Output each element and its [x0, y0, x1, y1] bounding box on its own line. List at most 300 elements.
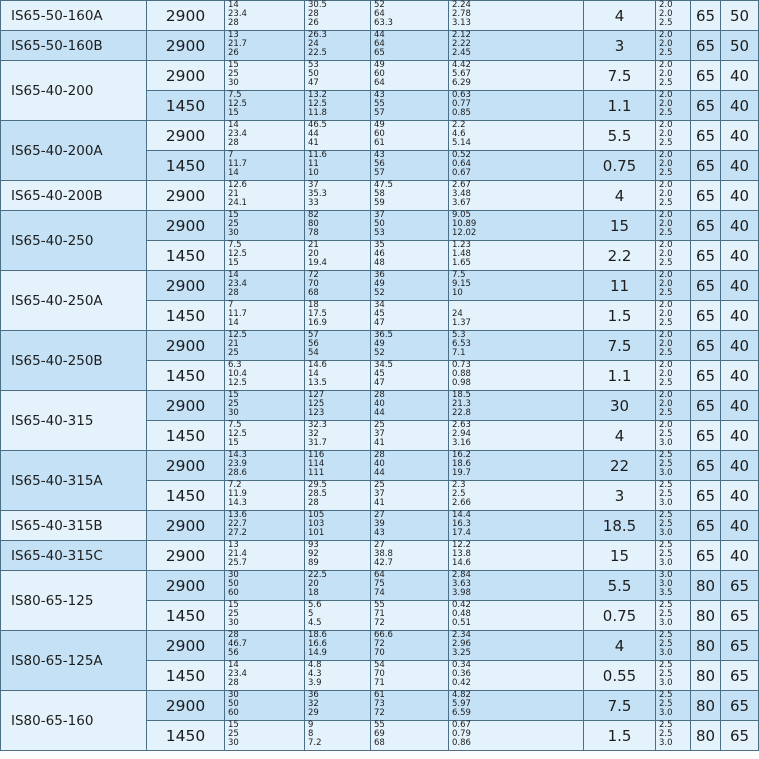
motor-power-cell: 30 — [584, 391, 656, 421]
head-cell-value: 13.5 — [308, 378, 327, 388]
shaft-power-cell — [449, 31, 584, 61]
efficiency-cell-value: 41 — [374, 498, 385, 508]
efficiency-cell-value: 69 — [374, 729, 385, 739]
flow-cell-value: 23.4 — [228, 279, 247, 289]
flow-cell — [225, 631, 305, 661]
efficiency-cell — [371, 181, 449, 211]
head-cell — [305, 421, 371, 451]
speed-cell: 1450 — [147, 661, 225, 691]
npsh-cell-value: 2.0 — [659, 330, 673, 340]
efficiency-cell-value: 44 — [374, 468, 385, 478]
flow-cell-value: 7 — [228, 300, 234, 310]
efficiency-cell-value: 25 — [374, 420, 385, 430]
efficiency-cell-value: 64 — [374, 78, 385, 88]
outlet-diameter-cell: 65 — [721, 571, 759, 601]
shaft-power-cell — [449, 541, 584, 571]
flow-cell-value: 30 — [228, 78, 239, 88]
efficiency-cell-value: 73 — [374, 699, 385, 709]
shaft-power-cell-value — [452, 301, 583, 310]
head-cell-value: 19.4 — [308, 258, 327, 268]
table-row — [1, 391, 759, 421]
head-cell-value: 17.5 — [308, 309, 327, 319]
shaft-power-cell-value: 5.97 — [452, 699, 471, 709]
outlet-diameter-cell: 40 — [721, 151, 759, 181]
shaft-power-cell-value: 5.3 — [452, 330, 466, 340]
efficiency-cell-value: 40 — [374, 399, 385, 409]
model-cell: IS65-40-250 — [1, 211, 147, 271]
motor-power-cell: 7.5 — [584, 61, 656, 91]
npsh-cell-value: 2.5 — [659, 660, 673, 670]
flow-cell — [225, 151, 305, 181]
outlet-diameter-cell: 40 — [721, 391, 759, 421]
motor-power-cell: 18.5 — [584, 511, 656, 541]
head-cell — [305, 391, 371, 421]
outlet-diameter-cell: 40 — [721, 121, 759, 151]
npsh-cell-value: 2.0 — [659, 369, 673, 379]
npsh-cell-value: 2.0 — [659, 270, 673, 280]
npsh-cell-value: 2.5 — [659, 540, 673, 550]
speed-cell: 2900 — [147, 451, 225, 481]
efficiency-cell-value: 54 — [374, 660, 385, 670]
inlet-diameter-cell: 65 — [691, 181, 721, 211]
flow-cell-value: 14 — [228, 318, 239, 328]
head-cell — [305, 361, 371, 391]
npsh-cell-value: 2.0 — [659, 120, 673, 130]
shaft-power-cell-value: 16.2 — [452, 450, 471, 460]
npsh-cell-value: 3.0 — [659, 678, 673, 688]
shaft-power-cell-value: 0.88 — [452, 369, 471, 379]
inlet-diameter-cell: 65 — [691, 91, 721, 121]
efficiency-cell-value: 40 — [374, 459, 385, 469]
flow-cell — [225, 211, 305, 241]
shaft-power-cell — [449, 511, 584, 541]
head-cell-value: 21 — [308, 240, 319, 250]
flow-cell — [225, 1, 305, 31]
efficiency-cell-value: 61 — [374, 138, 385, 148]
flow-cell-value: 14 — [228, 168, 239, 178]
npsh-cell-value: 2.5 — [659, 168, 673, 178]
speed-cell: 2900 — [147, 31, 225, 61]
head-cell — [305, 241, 371, 271]
head-cell-value: 32 — [308, 699, 319, 709]
flow-cell — [225, 181, 305, 211]
npsh-cell-value: 3.0 — [659, 438, 673, 448]
head-cell-value: 29 — [308, 708, 319, 718]
head-cell-value: 14.9 — [308, 648, 327, 658]
shaft-power-cell-value: 2.12 — [452, 30, 471, 40]
head-cell-value: 123 — [308, 408, 325, 418]
flow-cell-value: 23.4 — [228, 129, 247, 139]
efficiency-cell-value: 25 — [374, 480, 385, 490]
motor-power-cell: 1.5 — [584, 301, 656, 331]
npsh-cell-value: 2.5 — [659, 600, 673, 610]
efficiency-cell-value: 43 — [374, 90, 385, 100]
table-body — [1, 1, 759, 751]
shaft-power-cell-value: 3.48 — [452, 189, 471, 199]
motor-power-cell: 2.2 — [584, 241, 656, 271]
model-cell: IS65-40-315B — [1, 511, 147, 541]
shaft-power-cell-value: 2.3 — [452, 480, 466, 490]
flow-cell-value: 15 — [228, 390, 239, 400]
shaft-power-cell-value: 2.84 — [452, 570, 471, 580]
efficiency-cell — [371, 211, 449, 241]
flow-cell-value: 12.5 — [228, 99, 247, 109]
shaft-power-cell — [449, 601, 584, 631]
shaft-power-cell-value: 0.79 — [452, 729, 471, 739]
motor-power-cell: 1.1 — [584, 91, 656, 121]
npsh-cell-value: 2.0 — [659, 9, 673, 19]
npsh-cell — [656, 361, 691, 391]
inlet-diameter-cell: 80 — [691, 601, 721, 631]
inlet-diameter-cell: 65 — [691, 211, 721, 241]
speed-cell: 1450 — [147, 361, 225, 391]
shaft-power-cell — [449, 91, 584, 121]
efficiency-cell-value: 61 — [374, 690, 385, 700]
flow-cell-value: 15 — [228, 438, 239, 448]
head-cell-value: 28 — [308, 498, 319, 508]
motor-power-cell: 11 — [584, 271, 656, 301]
flow-cell-value: 7.5 — [228, 240, 242, 250]
table-row — [1, 271, 759, 301]
efficiency-cell-value: 27 — [374, 510, 385, 520]
flow-cell-value: 50 — [228, 579, 239, 589]
flow-cell-value: 7.5 — [228, 90, 242, 100]
efficiency-cell-value: 64 — [374, 570, 385, 580]
efficiency-cell-value: 55 — [374, 99, 385, 109]
inlet-diameter-cell: 65 — [691, 541, 721, 571]
speed-cell: 2900 — [147, 61, 225, 91]
npsh-cell — [656, 451, 691, 481]
shaft-power-cell-value: 24 — [452, 309, 463, 319]
table-row — [1, 211, 759, 241]
head-cell-value: 68 — [308, 288, 319, 298]
shaft-power-cell-value: 0.48 — [452, 609, 471, 619]
model-cell: IS65-40-200 — [1, 61, 147, 121]
efficiency-cell-value: 57 — [374, 108, 385, 118]
table-row — [1, 181, 759, 211]
npsh-cell-value: 2.5 — [659, 639, 673, 649]
efficiency-cell — [371, 511, 449, 541]
npsh-cell-value: 3.0 — [659, 648, 673, 658]
flow-cell-value: 12.6 — [228, 180, 247, 190]
flow-cell — [225, 511, 305, 541]
npsh-cell — [656, 1, 691, 31]
flow-cell — [225, 481, 305, 511]
npsh-cell-value: 2.0 — [659, 249, 673, 259]
efficiency-cell-value: 43 — [374, 150, 385, 160]
speed-cell: 2900 — [147, 211, 225, 241]
efficiency-cell — [371, 601, 449, 631]
npsh-cell — [656, 91, 691, 121]
npsh-cell — [656, 721, 691, 751]
head-cell-value: 93 — [308, 540, 319, 550]
flow-cell-value: 28 — [228, 630, 239, 640]
flow-cell-value: 23.9 — [228, 459, 247, 469]
npsh-cell-value: 2.5 — [659, 318, 673, 328]
head-cell-value: 72 — [308, 270, 319, 280]
head-cell-value: 4.8 — [308, 660, 322, 670]
shaft-power-cell-value: 19.7 — [452, 468, 471, 478]
flow-cell-value: 30 — [228, 690, 239, 700]
efficiency-cell-value: 49 — [374, 279, 385, 289]
shaft-power-cell-value: 6.53 — [452, 339, 471, 349]
efficiency-cell-value: 65 — [374, 48, 385, 58]
speed-cell: 2900 — [147, 631, 225, 661]
head-cell-value: 28 — [308, 9, 319, 19]
inlet-diameter-cell: 80 — [691, 721, 721, 751]
efficiency-cell-value: 50 — [374, 219, 385, 229]
head-cell-value: 13.2 — [308, 90, 327, 100]
efficiency-cell-value: 37 — [374, 210, 385, 220]
shaft-power-cell-value: 6.29 — [452, 78, 471, 88]
head-cell-value: 92 — [308, 549, 319, 559]
head-cell-value: 4.3 — [308, 669, 322, 679]
head-cell-value: 11.6 — [308, 150, 327, 160]
npsh-cell-value: 2.5 — [659, 288, 673, 298]
shaft-power-cell — [449, 301, 584, 331]
head-cell-value: 10 — [308, 168, 319, 178]
efficiency-cell-value: 37 — [374, 429, 385, 439]
outlet-diameter-cell: 40 — [721, 271, 759, 301]
speed-cell: 2900 — [147, 511, 225, 541]
flow-cell — [225, 61, 305, 91]
flow-cell-value: 25.7 — [228, 558, 247, 568]
shaft-power-cell — [449, 151, 584, 181]
npsh-cell-value: 2.5 — [659, 510, 673, 520]
outlet-diameter-cell: 65 — [721, 601, 759, 631]
flow-cell — [225, 121, 305, 151]
shaft-power-cell-value: 1.48 — [452, 249, 471, 259]
flow-cell-value: 12.5 — [228, 429, 247, 439]
flow-cell — [225, 691, 305, 721]
efficiency-cell — [371, 271, 449, 301]
efficiency-cell-value: 52 — [374, 348, 385, 358]
efficiency-cell-value: 36.5 — [374, 330, 393, 340]
npsh-cell-value: 2.5 — [659, 18, 673, 28]
npsh-cell — [656, 391, 691, 421]
efficiency-cell-value: 35 — [374, 240, 385, 250]
outlet-diameter-cell: 40 — [721, 211, 759, 241]
inlet-diameter-cell: 65 — [691, 331, 721, 361]
efficiency-cell-value: 64 — [374, 9, 385, 19]
model-cell: IS65-40-315 — [1, 391, 147, 451]
npsh-cell-value: 2.5 — [659, 408, 673, 418]
efficiency-cell — [371, 541, 449, 571]
head-cell-value: 125 — [308, 399, 325, 409]
shaft-power-cell — [449, 241, 584, 271]
model-cell: IS80-65-125 — [1, 571, 147, 631]
efficiency-cell-value: 74 — [374, 588, 385, 598]
shaft-power-cell-value: 5.14 — [452, 138, 471, 148]
head-cell-value: 101 — [308, 528, 325, 538]
motor-power-cell: 7.5 — [584, 331, 656, 361]
inlet-diameter-cell: 80 — [691, 661, 721, 691]
head-cell-value: 56 — [308, 339, 319, 349]
npsh-cell — [656, 211, 691, 241]
shaft-power-cell — [449, 631, 584, 661]
flow-cell-value: 10.4 — [228, 369, 247, 379]
head-cell-value: 5 — [308, 609, 314, 619]
speed-cell: 2900 — [147, 541, 225, 571]
npsh-cell — [656, 691, 691, 721]
npsh-cell-value: 3.5 — [659, 588, 673, 598]
shaft-power-cell — [449, 211, 584, 241]
efficiency-cell-value: 36 — [374, 270, 385, 280]
npsh-cell — [656, 241, 691, 271]
shaft-power-cell-value: 7.5 — [452, 270, 466, 280]
flow-cell-value: 15 — [228, 60, 239, 70]
speed-cell: 2900 — [147, 181, 225, 211]
shaft-power-cell-value: 2.67 — [452, 180, 471, 190]
npsh-cell-value: 2.5 — [659, 228, 673, 238]
speed-cell: 1450 — [147, 601, 225, 631]
table-row — [1, 121, 759, 151]
motor-power-cell: 5.5 — [584, 121, 656, 151]
npsh-cell-value: 2.0 — [659, 60, 673, 70]
flow-cell — [225, 571, 305, 601]
npsh-cell-value: 2.5 — [659, 549, 673, 559]
flow-cell-value: 28 — [228, 288, 239, 298]
shaft-power-cell-value: 2.78 — [452, 9, 471, 19]
inlet-diameter-cell: 80 — [691, 571, 721, 601]
efficiency-cell — [371, 91, 449, 121]
head-cell-value: 16.6 — [308, 639, 327, 649]
flow-cell — [225, 661, 305, 691]
motor-power-cell: 15 — [584, 211, 656, 241]
flow-cell-value: 15 — [228, 210, 239, 220]
head-cell-value: 24 — [308, 39, 319, 49]
efficiency-cell-value: 55 — [374, 720, 385, 730]
shaft-power-cell-value: 4.6 — [452, 129, 466, 139]
flow-cell-value: 30 — [228, 570, 239, 580]
outlet-diameter-cell: 50 — [721, 1, 759, 31]
inlet-diameter-cell: 65 — [691, 361, 721, 391]
npsh-cell-value: 2.0 — [659, 390, 673, 400]
efficiency-cell — [371, 421, 449, 451]
efficiency-cell — [371, 721, 449, 751]
head-cell-value: 80 — [308, 219, 319, 229]
outlet-diameter-cell: 40 — [721, 301, 759, 331]
table-row — [1, 571, 759, 601]
head-cell-value: 33 — [308, 198, 319, 208]
speed-cell: 1450 — [147, 241, 225, 271]
efficiency-cell-value: 66.6 — [374, 630, 393, 640]
npsh-cell-value: 2.5 — [659, 489, 673, 499]
head-cell-value: 29.5 — [308, 480, 327, 490]
npsh-cell — [656, 31, 691, 61]
inlet-diameter-cell: 65 — [691, 121, 721, 151]
flow-cell — [225, 91, 305, 121]
npsh-cell-value: 2.0 — [659, 399, 673, 409]
outlet-diameter-cell: 40 — [721, 241, 759, 271]
npsh-cell-value: 2.5 — [659, 690, 673, 700]
npsh-cell — [656, 271, 691, 301]
shaft-power-cell-value: 0.52 — [452, 150, 471, 160]
head-cell-value: 22.5 — [308, 570, 327, 580]
head-cell-value: 5.6 — [308, 600, 322, 610]
inlet-diameter-cell: 65 — [691, 421, 721, 451]
efficiency-cell-value: 37 — [374, 489, 385, 499]
outlet-diameter-cell: 40 — [721, 91, 759, 121]
efficiency-cell-value: 38.8 — [374, 549, 393, 559]
table-row — [1, 331, 759, 361]
head-cell-value: 57 — [308, 330, 319, 340]
flow-cell-value: 7 — [228, 150, 234, 160]
motor-power-cell: 5.5 — [584, 571, 656, 601]
npsh-cell-value: 2.0 — [659, 279, 673, 289]
head-cell-value: 26 — [308, 18, 319, 28]
inlet-diameter-cell: 65 — [691, 241, 721, 271]
speed-cell: 2900 — [147, 271, 225, 301]
head-cell-value: 105 — [308, 510, 325, 520]
npsh-cell-value: 2.5 — [659, 450, 673, 460]
shaft-power-cell-value: 2.63 — [452, 420, 471, 430]
efficiency-cell-value: 45 — [374, 309, 385, 319]
head-cell-value: 8 — [308, 729, 314, 739]
model-cell: IS65-40-315A — [1, 451, 147, 511]
inlet-diameter-cell: 65 — [691, 151, 721, 181]
shaft-power-cell-value: 7.1 — [452, 348, 466, 358]
efficiency-cell — [371, 631, 449, 661]
model-cell: IS80-65-160 — [1, 691, 147, 751]
npsh-cell-value: 2.0 — [659, 69, 673, 79]
shaft-power-cell-value: 3.16 — [452, 438, 471, 448]
shaft-power-cell-value: 22.8 — [452, 408, 471, 418]
flow-cell-value: 30 — [228, 408, 239, 418]
npsh-cell — [656, 631, 691, 661]
head-cell — [305, 91, 371, 121]
shaft-power-cell-value: 0.85 — [452, 108, 471, 118]
efficiency-cell — [371, 31, 449, 61]
efficiency-cell-value: 53 — [374, 228, 385, 238]
shaft-power-cell-value: 2.22 — [452, 39, 471, 49]
shaft-power-cell-value: 14.4 — [452, 510, 471, 520]
head-cell-value: 103 — [308, 519, 325, 529]
efficiency-cell-value: 34 — [374, 300, 385, 310]
inlet-diameter-cell: 80 — [691, 631, 721, 661]
outlet-diameter-cell: 50 — [721, 31, 759, 61]
efficiency-cell-value: 46 — [374, 249, 385, 259]
head-cell-value: 32.3 — [308, 420, 327, 430]
outlet-diameter-cell: 40 — [721, 331, 759, 361]
efficiency-cell-value: 52 — [374, 288, 385, 298]
npsh-cell-value: 2.0 — [659, 30, 673, 40]
shaft-power-cell-value: 2.66 — [452, 498, 471, 508]
speed-cell: 1450 — [147, 151, 225, 181]
outlet-diameter-cell: 65 — [721, 721, 759, 751]
efficiency-cell — [371, 391, 449, 421]
speed-cell: 1450 — [147, 91, 225, 121]
shaft-power-cell-value: 13.8 — [452, 549, 471, 559]
npsh-cell-value: 2.0 — [659, 150, 673, 160]
motor-power-cell: 4 — [584, 181, 656, 211]
shaft-power-cell — [449, 451, 584, 481]
outlet-diameter-cell: 40 — [721, 481, 759, 511]
npsh-cell-value: 2.0 — [659, 90, 673, 100]
efficiency-cell-value: 27 — [374, 540, 385, 550]
npsh-cell-value: 3.0 — [659, 738, 673, 748]
motor-power-cell: 0.55 — [584, 661, 656, 691]
shaft-power-cell — [449, 661, 584, 691]
shaft-power-cell-value: 0.34 — [452, 660, 471, 670]
shaft-power-cell-value: 1.65 — [452, 258, 471, 268]
efficiency-cell-value: 49 — [374, 339, 385, 349]
motor-power-cell: 3 — [584, 481, 656, 511]
head-cell — [305, 211, 371, 241]
efficiency-cell-value: 49 — [374, 120, 385, 130]
outlet-diameter-cell: 40 — [721, 451, 759, 481]
efficiency-cell-value: 70 — [374, 648, 385, 658]
